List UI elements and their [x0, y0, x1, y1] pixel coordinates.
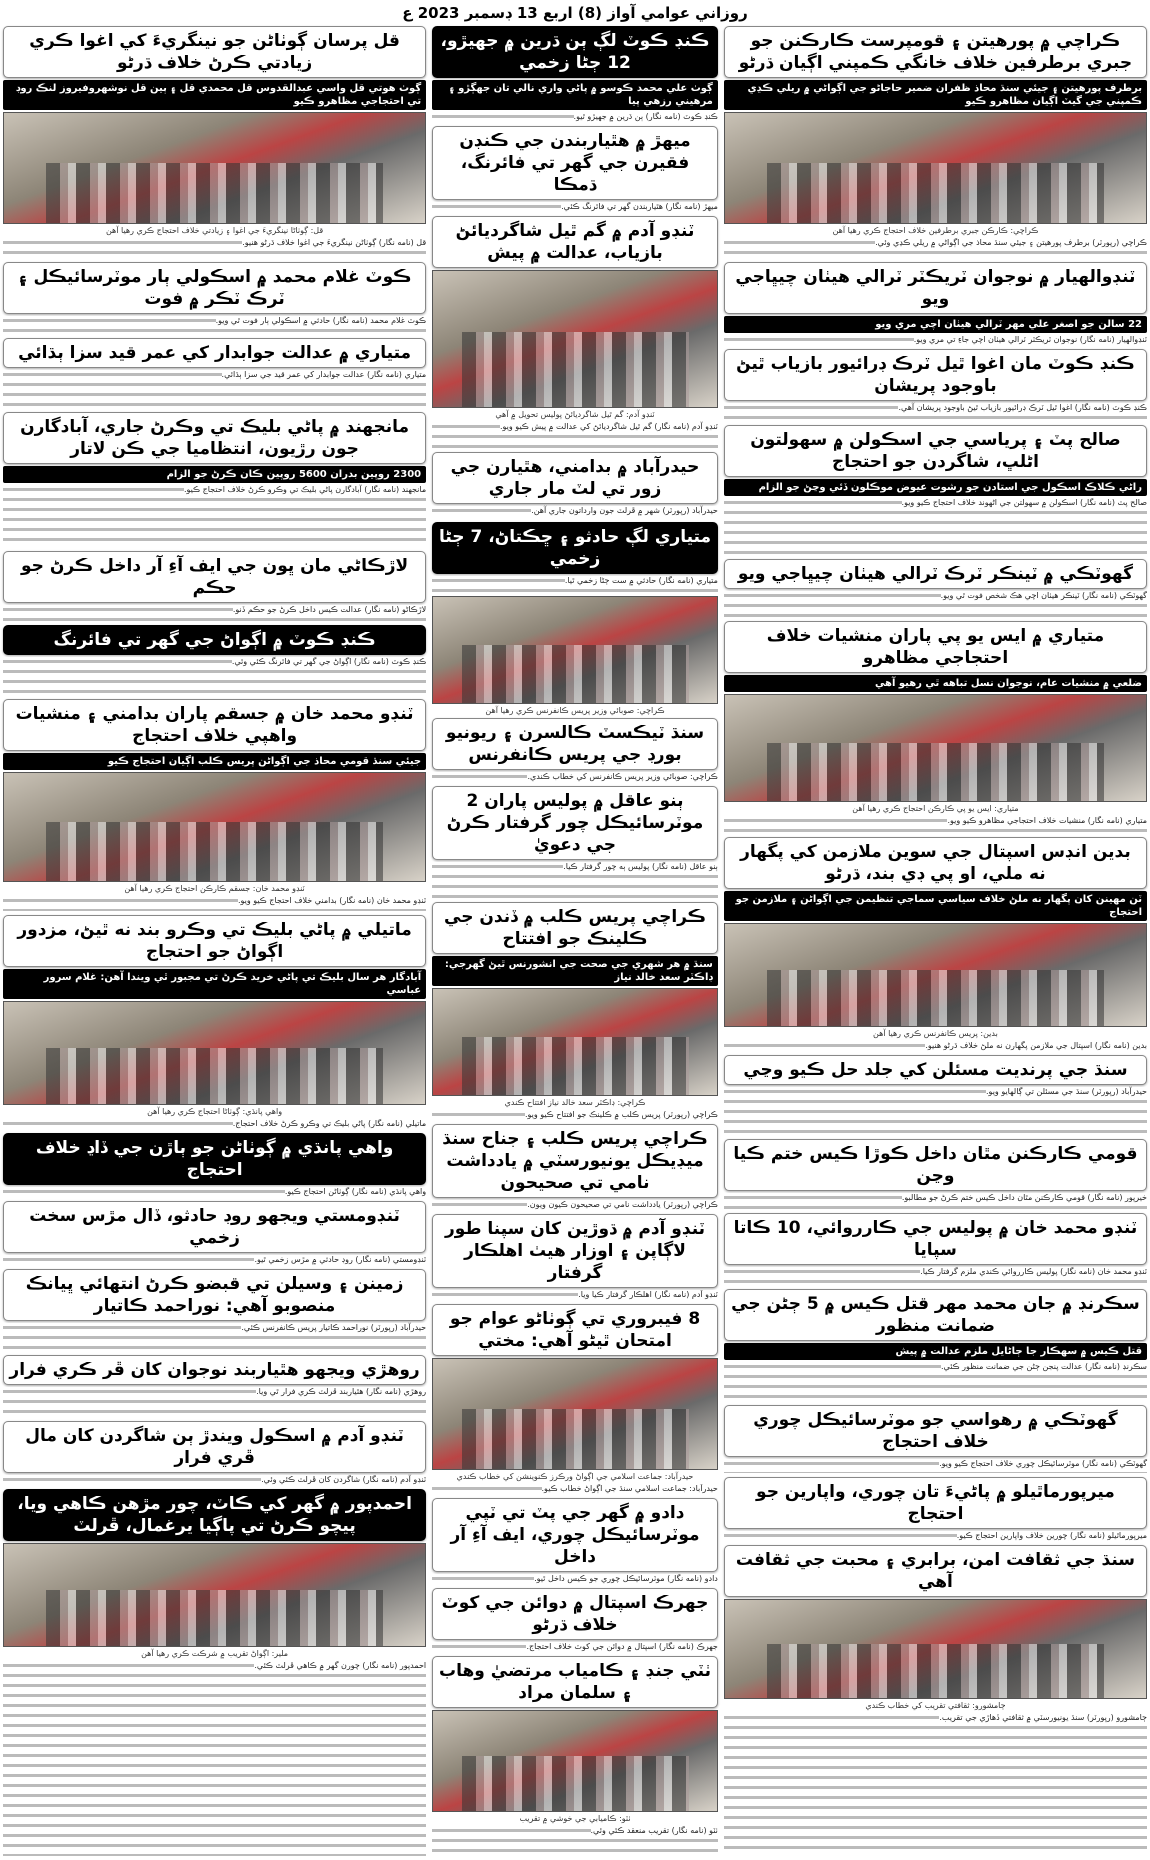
subheadline: ٽن مهينن کان پگهار نه ملڻ خلاف سياسي سماجي تنظيمن جي اڳواڻن ۽ ملازمن جو احتجاج [724, 891, 1147, 921]
news-story[interactable] [724, 837, 1147, 1051]
story-body [432, 1290, 718, 1300]
news-story[interactable] [432, 26, 718, 122]
masthead: روزاني عوامي آواز (8) اربع 13 ڊسمبر 2023 ع [402, 4, 748, 22]
story-body [432, 112, 718, 122]
headline[interactable]: حيدرآباد ۾ بدامني، هٿيارن جي زور تي لٽ مار جاري [432, 452, 718, 504]
headline[interactable]: ٺٽي جنڊ ۽ ڪامياب مرتضيٰ وهاب ۽ سلمان مراد [432, 1656, 718, 1708]
story-body [3, 238, 426, 258]
news-story[interactable] [3, 412, 426, 547]
headline[interactable]: ٽنڊو آدم ۾ گم ٿيل شاگرديائڻ بازياب، عدالت ۾ پيش [432, 216, 718, 268]
headline[interactable]: مانجهند ۾ پاڻي بليڪ تي وڪرڻ جاري، آبادگارن جون رڙيون، انتظاميا جي ڪن لاتار [3, 412, 426, 464]
news-story[interactable] [432, 1498, 718, 1584]
news-story[interactable] [724, 349, 1147, 421]
headline[interactable]: گهوٽڪي ۾ ٽينڪر ٽرڪ ٽرالي هيٺان چيڀاجي ويو [724, 559, 1147, 589]
headline[interactable]: لاڙڪاڻي مان ڀون جي ايف آءِ آر داخل ڪرڻ جو حڪم [3, 551, 426, 603]
story-text: ٽنڊومستي (نامه نگار) روڊ حادثي ۾ مڙس زخمي ٿيو. [254, 1255, 427, 1264]
story-text: خيرپور (نامه نگار) قومي ڪارڪنن مٿان داخل ڪيس ختم ڪرڻ جو مطالبو. [901, 1193, 1147, 1202]
news-photo [432, 1710, 718, 1812]
story-text: ماتيلي (نامه نگار) پاڻي بليڪ تي وڪرو ڪرڻ خلاف احتجاج. [232, 1119, 427, 1128]
story-body [432, 1642, 718, 1652]
story-text: ڪراچي: صوبائي وزير پريس ڪانفرنس کي خطاب ڪندي. [527, 772, 718, 781]
story-body [724, 1267, 1147, 1285]
story-body [724, 1087, 1147, 1135]
story-text: حيدرآباد: جماعت اسلامي سنڌ جي اڳواڻ خطاب ڪيو. [541, 1484, 718, 1493]
news-story[interactable] [724, 1213, 1147, 1285]
story-body [724, 1041, 1147, 1051]
headline[interactable]: ٽنڊو آدم ۾ ڌوڙين کان سپنا طور لاڳاپن ۽ اوزار هيٺ اهلڪار گرفتار [432, 1214, 718, 1288]
story-body [432, 1826, 718, 1856]
story-body [724, 498, 1147, 555]
story-text: ٽنڊوالهيار (نامه نگار) نوجوان ٽريڪٽر ٽرالي هيٺان اچي جاءِ تي مري ويو. [913, 335, 1147, 344]
photo-caption: ڪراچي: صوبائي وزير پريس ڪانفرنس ڪري رهيا آهن [485, 706, 665, 715]
news-story[interactable] [3, 1133, 426, 1197]
news-story[interactable] [3, 699, 426, 911]
story-body [3, 370, 426, 408]
story-body [724, 335, 1147, 345]
headline[interactable]: گهوٽڪي ۾ رهواسي جو موٽرسائيڪل چوري خلاف احتجاج [724, 1405, 1147, 1457]
photo-caption: متياري: ايس يو پي ڪارڪن احتجاج ڪري رهيا آهن [852, 804, 1019, 813]
story-body [432, 202, 718, 212]
story-text: حيدرآباد (رپورٽر) شهر ۾ ڦرلٽ جون وارداتون جاري آهن. [531, 506, 718, 515]
story-text: مانجهند (نامه نگار) آبادگارن پاڻي بليڪ تي وڪرو ڪرڻ خلاف احتجاج ڪيو. [184, 485, 427, 494]
story-text: روهڙي (نامه نگار) هٿياربند ڦرلٽ ڪري فرار ٿي ويا. [256, 1387, 427, 1396]
story-body [3, 1119, 426, 1129]
news-photo [432, 988, 718, 1096]
news-story[interactable] [432, 452, 718, 518]
story-text: متياري (نامه نگار) منشيات خلاف احتجاجي مظاهرو ڪيو ويو. [947, 816, 1147, 825]
news-story[interactable] [724, 1405, 1147, 1473]
story-text: ڪنڊ ڪوٽ (نامه نگار) اغوا ٿيل ٽرڪ ڊرائيور بازياب ٿيڻ باوجود پريشان آهي. [898, 403, 1147, 412]
story-text: متياري (نامه نگار) عدالت جوابدار کي عمر قيد جي سزا ٻڌائي. [221, 370, 427, 379]
story-text: گهوٽڪي (نامه نگار) ٽينڪر هيٺان اچي هڪ شخص فوت ٿي ويو. [940, 591, 1147, 600]
column-middle [432, 26, 718, 1856]
story-body [724, 1459, 1147, 1473]
story-text: لاڙڪاڻو (نامه نگار) عدالت ڪيس داخل ڪرڻ جو حڪم ڏنو. [232, 605, 427, 614]
story-text: ٺٽو (نامه نگار) تقريب منعقد ڪئي وئي. [590, 1826, 718, 1835]
headline[interactable]: ڪوٽ غلام محمد ۾ اسڪولي ٻار موٽرسائيڪل ۽ ٽرڪ ٽڪر ۾ فوت [3, 262, 426, 314]
subheadline: ڳوٺ علي محمد ڪوسو ۾ پاڻي واري نالي تان جهڳڙو ۽ مرهيني رزهي پيا [432, 80, 718, 110]
story-body [724, 591, 1147, 617]
news-story[interactable] [3, 1269, 426, 1351]
story-text: ٽنڊو محمد خان (نامه نگار) بدامني خلاف احتجاج ڪيو ويو. [237, 896, 427, 905]
story-body [3, 605, 426, 621]
news-photo [724, 694, 1147, 802]
news-story[interactable] [432, 1124, 718, 1210]
news-story[interactable] [724, 1477, 1147, 1541]
news-story[interactable] [432, 786, 718, 898]
page-columns [0, 26, 1150, 1856]
story-body [432, 422, 718, 448]
news-story[interactable] [432, 522, 718, 592]
news-story[interactable] [724, 559, 1147, 617]
headline[interactable]: زمينن ۽ وسيلن تي قبضو ڪرڻ انتهائي ڀيانڪ منصوبو آهي: نوراحمد ڪاتيار [3, 1269, 426, 1321]
news-story[interactable] [432, 126, 718, 212]
headline[interactable]: سنڌ جي پرنديت مسئلن کي جلد حل ڪيو وڃي [724, 1055, 1147, 1085]
headline[interactable]: متياري ۾ عدالت جوابدار کي عمر قيد سزا ٻڌائي [3, 338, 426, 368]
news-story[interactable] [3, 1489, 426, 1856]
headline[interactable]: ٽنڊو محمد خان ۾ جسقم پاران بدامني ۽ منشيات واهپي خلاف احتجاج [3, 699, 426, 751]
story-text: ٻنو عاقل (نامه نگار) پوليس ٻه چور گرفتار ڪيا. [563, 862, 718, 871]
story-text: ڪراچي (رپورٽر) برطرف پورهيتن ۽ جيئي سنڌ محاذ جي اڳواڻي ۾ ريلي ڪڍي وئي. [875, 238, 1147, 247]
story-text: سڪرنڊ (نامه نگار) عدالت پنجن ڄڻن جي ضمانت منظور ڪئي. [940, 1362, 1147, 1371]
story-text: حيدرآباد (رپورٽر) نوراحمد ڪاتيار پريس ڪانفرنس ڪئي. [241, 1323, 427, 1332]
column-right [724, 26, 1147, 1856]
story-text: جهرڪ (نامه نگار) اسپتال ۾ دوائن جي کوٽ خلاف احتجاج. [526, 1642, 718, 1651]
story-text: گهوٽڪي (نامه نگار) موٽرسائيڪل چوري خلاف احتجاج ڪيو ويو. [939, 1459, 1147, 1468]
story-text: ڪنڊ ڪوٽ (نامه نگار) اڳواڻ جي گهر تي فائرنگ ڪئي وئي. [231, 657, 427, 666]
headline[interactable]: ٽنڊوالهيار ۾ نوجوان ٽريڪٽر ٽرالي هيٺان چيڀاجي ويو [724, 262, 1147, 314]
news-story[interactable] [724, 1545, 1147, 1856]
news-story[interactable] [432, 596, 718, 782]
photo-caption: ڪراچي: ڊاڪٽر سعد خالد نياز افتتاح ڪندي [504, 1098, 646, 1107]
story-text: ڪنڊ ڪوٽ (نامه نگار) ٻن ڌرين ۾ جهيڙو ٿيو. [573, 112, 718, 121]
story-body [432, 1110, 718, 1120]
story-body [432, 862, 718, 898]
news-story[interactable] [724, 1139, 1147, 1209]
story-body [432, 772, 718, 782]
news-story[interactable] [724, 621, 1147, 833]
news-story[interactable] [724, 425, 1147, 555]
story-text: قل (نامه نگار) ڳوٺاڻن نينگريءَ جي اغوا خلاف ڌرڻو هنيو. [242, 238, 427, 247]
story-text: ٽنڊو آدم (نامه نگار) گم ٿيل شاگرديائڻ کي عدالت ۾ پيش ڪيو ويو. [500, 422, 718, 431]
news-story[interactable] [3, 551, 426, 621]
headline[interactable]: روهڙي ويجهو هٿياربند نوجوان کان ڦر ڪري فرار [3, 1355, 426, 1385]
story-body [724, 816, 1147, 833]
column-left [3, 26, 426, 1856]
headline[interactable]: احمدپور ۾ گهر کي ڪاٽ، چور مڙهن ڪاهي ويا، پيچو ڪرڻ تي پاڳيا يرغمال، ڦرلٽ [3, 1489, 426, 1541]
photo-caption: ٽنڊو آدم: گم ٿيل شاگرديائڻ پوليس تحويل ۾ آهي [495, 410, 655, 419]
story-body [724, 403, 1147, 421]
news-photo [3, 772, 426, 882]
news-photo [3, 1001, 426, 1105]
subheadline: 22 سالن جو اصغر علي مهر ٽرالي هيٺان اچي مري ويو [724, 316, 1147, 333]
news-story[interactable] [3, 338, 426, 408]
news-story[interactable] [432, 1304, 718, 1494]
news-photo [3, 1543, 426, 1647]
story-text: احمدپور (نامه نگار) چورن گهر ۾ ڪاهي ڦرلٽ ڪئي. [254, 1661, 427, 1670]
story-body [432, 1200, 718, 1210]
photo-caption: بدين: پريس ڪانفرنس ڪري رهيا آهن [873, 1029, 998, 1038]
headline[interactable]: 8 فيبروري تي ڳوٺاڻو عوام جو امتحان ٿيڻو آهي: مختي [432, 1304, 718, 1356]
story-body [3, 657, 426, 695]
headline[interactable]: ڪراچي پريس ڪلب ۽ جناح سنڌ ميڊيڪل يونيورسٽي ۾ يادداشت نامي تي صحيحون [432, 1124, 718, 1198]
story-body [3, 1475, 426, 1485]
subheadline: آبادگار هر سال بليڪ تي پاڻي خريد ڪرڻ تي مجبور ٿي ويندا آهن: غلام سرور عباسي [3, 969, 426, 999]
news-story[interactable] [432, 902, 718, 1120]
photo-caption: ٽنڊو محمد خان: جسقم ڪارڪن احتجاج ڪري رهيا آهن [124, 884, 305, 893]
headline[interactable]: ڪراچي ۾ پورهيتن ۽ قومپرست ڪارڪنن جو جبري برطرفين خلاف خانگي ڪمپني اڳيان ڌرڻو [724, 26, 1147, 78]
headline[interactable]: سنڌ ٽيڪسٽ ڪالسرن ۽ ريونيو بورڊ جي پريس ڪانفرنس [432, 718, 718, 770]
story-text: صالح پٽ (نامه نگار) اسڪولن ۾ سهولتن جي اڻهوند خلاف احتجاج ڪيو ويو. [901, 498, 1147, 507]
story-body [724, 1531, 1147, 1541]
story-body [724, 1362, 1147, 1401]
subheadline: جيئي سنڌ قومي محاذ جي اڳواڻن پريس ڪلب اڳيان احتجاج ڪيو [3, 753, 426, 770]
story-body [3, 485, 426, 547]
story-text: ٽنڊو محمد خان (نامه نگار) پوليس ڪارروائي ڪندي ملزم گرفتار ڪيا. [920, 1267, 1147, 1276]
news-story[interactable] [432, 1656, 718, 1856]
news-story[interactable] [3, 26, 426, 258]
story-text: ٽنڊو آدم (نامه نگار) شاگردن کان ڦرلٽ ڪئي وئي. [261, 1475, 427, 1484]
headline[interactable]: قومي ڪارڪنن مٿان داخل ڪوڙا ڪيس ختم ڪيا وڃن [724, 1139, 1147, 1191]
news-story[interactable] [724, 1055, 1147, 1135]
news-story[interactable] [432, 216, 718, 448]
headline[interactable]: صالح پٽ ۽ پرياسي جي اسڪولن ۾ سهولتون اڻلڀ، شاگردن جو احتجاج [724, 425, 1147, 477]
story-text: حيدرآباد (رپورٽر) سنڌ جي مسئلن تي ڳالهايو ويو. [986, 1087, 1147, 1096]
photo-caption: حيدرآباد: جماعت اسلامي جي اڳواڻ ورڪرز ڪنوينشن کي خطاب ڪندي [456, 1472, 694, 1481]
story-text: ڪراچي (رپورٽر) پريس ڪلب ۾ ڪلينڪ جو افتتاح ڪيو ويو. [524, 1110, 718, 1119]
headline[interactable]: واهي پانڌي ۾ ڳوٺاڻن جو ٻاڙن جي ڏاڍ خلاف احتجاج [3, 1133, 426, 1185]
photo-caption: قل: ڳوٺاڻا نينگريءَ جي اغوا ۽ زيادتي خلاف احتجاج ڪري رهيا آهن [105, 226, 324, 235]
story-body [3, 1187, 426, 1197]
story-body [432, 576, 718, 592]
news-photo [724, 1599, 1147, 1699]
news-story[interactable] [3, 1421, 426, 1485]
headline[interactable]: قل پرسان ڳوٺاڻن جو نينگريءَ کي اغوا ڪري زيادتي ڪرڻ خلاف ڌرڻو [3, 26, 426, 78]
photo-caption: ٺٽو: ڪاميابي جي خوشي ۾ تقريب [519, 1814, 631, 1823]
story-body [3, 896, 426, 911]
story-body [724, 1713, 1147, 1856]
news-story[interactable] [432, 1588, 718, 1652]
story-text: ٽنڊو آدم (نامه نگار) اهلڪار گرفتار ڪيا ويا. [578, 1290, 718, 1299]
headline[interactable]: ڪنڊ ڪوٽ لڳ ٻن ڌرين ۾ جهيڙو، 12 ڄڻا زخمي [432, 26, 718, 78]
story-text: ڪوٽ غلام محمد (نامه نگار) حادثي ۾ اسڪولي ٻار فوت ٿي ويو. [215, 316, 427, 325]
headline[interactable]: ماتيلي ۾ پاڻي بليڪ تي وڪرو بند نه ٿيڻ، مزدور اڳواڻ جو احتجاج [3, 915, 426, 967]
headline[interactable]: ٻنو عاقل ۾ پوليس پاران 2 موٽرسائيڪل چور گرفتار ڪرڻ جي دعويٰ [432, 786, 718, 860]
story-text: بدين (نامه نگار) اسپتال جي ملازمن پگهارن نه ملڻ خلاف ڌرڻو هنيو. [925, 1041, 1147, 1050]
headline[interactable]: ڪراچي پريس ڪلب ۾ ڏندن جي ڪلينڪ جو افتتاح [432, 902, 718, 954]
news-photo [432, 270, 718, 408]
story-text: ميهڙ (نامه نگار) هٿياربندن گهر تي فائرنگ ڪئي. [561, 202, 718, 211]
headline[interactable]: متياري لڳ حادثو ۽ ڇڪتاڻ، 7 ڄڻا زخمي [432, 522, 718, 574]
news-story[interactable] [724, 26, 1147, 258]
news-photo [3, 112, 426, 224]
headline[interactable]: ڪنڊ ڪوٽ مان اغوا ٿيل ٽرڪ ڊرائيور بازياب ٿيڻ باوجود پريشان [724, 349, 1147, 401]
headline[interactable]: ٽنڊو محمد خان ۾ پوليس جي ڪارروائي، 10 ڪاتا سپايا [724, 1213, 1147, 1265]
photo-caption: ڄامشورو: ثقافتي تقريب کي خطاب ڪندي [865, 1701, 1006, 1710]
headline[interactable]: جهرڪ اسپتال ۾ دوائن جي کوٽ خلاف ڌرڻو [432, 1588, 718, 1640]
news-photo [432, 596, 718, 704]
subheadline: راڻي ڪلاڪ اسڪول جي استادن جو رشوت عيوض موڪلون ڏئي وڃڻ جو الزام [724, 479, 1147, 496]
subheadline: ڳوٺ هوتي قل واسي عبدالقدوس قل محمدي قل ۽ ٻين قل نوشهروفيروز لنڪ روڊ تي احتجاجي مظاهرو ڪيو [3, 80, 426, 110]
story-body [3, 1387, 426, 1417]
subheadline: برطرف پورهيتن ۽ جيئي سنڌ محاذ ظفران ضمير حاجاڻو جي اڳواڻي ۾ ريلي ڪڍي ڪمپني جي گيٽ اڳيان مظاهرو ڪيو [724, 80, 1147, 110]
headline[interactable]: بدين انڊس اسپتال جي سوين ملازمن کي پگهار نه ملي، او پي ڊي بند، ڌرڻو [724, 837, 1147, 889]
subheadline: سنڌ ۾ هر شهري جي صحت جي انشورنس ٿيڻ گهرجي: ڊاڪٽر سعد خالد نياز [432, 956, 718, 986]
story-body [432, 1574, 718, 1584]
story-body [3, 316, 426, 334]
headline[interactable]: ميرپورماٿيلو ۾ پاڻيءَ تان چوري، واپارين جو احتجاج [724, 1477, 1147, 1529]
story-body [3, 1323, 426, 1351]
story-text: واهي پانڌي (نامه نگار) ڳوٺاڻن احتجاج ڪيو. [284, 1187, 427, 1196]
headline[interactable]: دادو ۾ گهر جي پٽ تي ٽپي موٽرسائيڪل چوري، ايف آءِ آر داخل [432, 1498, 718, 1572]
story-text: دادو (نامه نگار) موٽرسائيڪل چوري جو ڪيس داخل ٿيو. [534, 1574, 718, 1583]
news-photo [724, 923, 1147, 1027]
story-text: ڄامشورو (رپورٽر) سنڌ يونيورسٽي ۾ ثقافتي ڏهاڙي جي تقريب. [939, 1713, 1147, 1722]
photo-caption: ملير: اڳواڻ تقريب ۾ شرڪت ڪري رهيا آهن [141, 1649, 289, 1658]
headline[interactable]: ڪنڊ ڪوٽ ۾ اڳواڻ جي گهر تي فائرنگ [3, 625, 426, 655]
news-photo [432, 1358, 718, 1470]
headline[interactable]: سڪرنڊ ۾ جان محمد مهر قتل ڪيس ۾ 5 ڄڻن جي ضمانت منظور [724, 1289, 1147, 1341]
subheadline: ضلعي ۾ منشيات عام، نوجوان نسل تباهه ٿي رهيو آهي [724, 675, 1147, 692]
story-body [432, 1484, 718, 1494]
news-story[interactable] [724, 262, 1147, 345]
news-photo [724, 112, 1147, 224]
subheadline: 2300 روپين بدران 5600 روپين ڪان ڪرڻ جو الزام [3, 466, 426, 483]
news-story[interactable] [3, 1201, 426, 1265]
news-story[interactable] [432, 1214, 718, 1300]
photo-caption: ڪراچي: ڪارڪن جبري برطرفين خلاف احتجاج ڪري رهيا آهن [832, 226, 1039, 235]
story-text: ڪراچي (رپورٽر) يادداشت نامي تي صحيحون ڪيون ويون. [527, 1200, 718, 1209]
photo-caption: واهي پانڌي: ڳوٺاڻا احتجاج ڪري رهيا آهن [147, 1107, 283, 1116]
story-body [724, 238, 1147, 258]
news-story[interactable] [3, 915, 426, 1129]
story-text: ميرپورماٿيلو (نامه نگار) چورين خلاف واپارين احتجاج ڪيو. [956, 1531, 1147, 1540]
story-body [3, 1661, 426, 1856]
subheadline: قتل ڪيس ۾ سهڪار جا ڄاڻايل ملزم عدالت ۾ پيش [724, 1343, 1147, 1360]
news-story[interactable] [3, 262, 426, 334]
story-text: متياري (نامه نگار) حادثي ۾ ست ڄڻا زخمي ٿيا. [564, 576, 718, 585]
news-story[interactable] [3, 625, 426, 695]
story-body [432, 506, 718, 518]
headline[interactable]: ٽنڊو آدم ۾ اسڪول ويندڙ ٻن شاگردن کان مال ڦري فرار [3, 1421, 426, 1473]
news-story[interactable] [724, 1289, 1147, 1401]
story-body [3, 1255, 426, 1265]
headline[interactable]: ٽنڊومستي ويجهو روڊ حادثو، ڏال مڙس سخت زخمي [3, 1201, 426, 1253]
headline[interactable]: سنڌ جي ثقافت امن، برابري ۽ محبت جي ثقافت آهي [724, 1545, 1147, 1597]
headline[interactable]: متياري ۾ ايس يو پي پاران منشيات خلاف احتجاجي مظاهرو [724, 621, 1147, 673]
news-story[interactable] [3, 1355, 426, 1417]
story-body [724, 1193, 1147, 1209]
headline[interactable]: ميهڙ ۾ هٿياربندن جي ڪنڊن فقيرن جي گهر تي فائرنگ، ڌمڪا [432, 126, 718, 200]
